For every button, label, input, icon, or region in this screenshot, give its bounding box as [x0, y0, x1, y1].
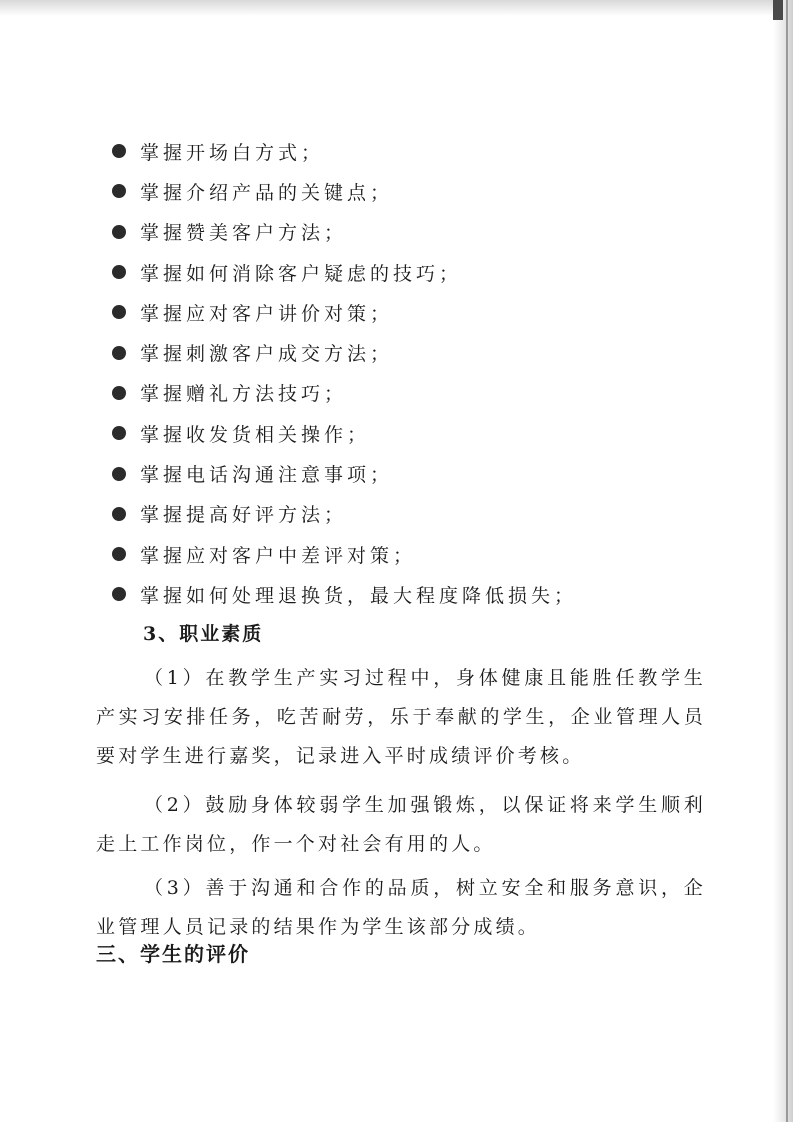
bullet-icon	[112, 386, 126, 400]
list-item-text: 掌握如何消除客户疑虑的技巧；	[140, 262, 463, 285]
list-item-text: 掌握开场白方式；	[140, 141, 325, 164]
list-item-text: 掌握应对客户讲价对策；	[140, 302, 394, 325]
list-item	[112, 131, 577, 171]
list-item	[112, 453, 577, 493]
bullet-icon	[112, 467, 126, 481]
bullet-icon	[112, 426, 126, 440]
bullet-icon	[112, 587, 126, 601]
skills-bullet-list	[112, 131, 577, 615]
subsection-heading: 3、职业素质	[143, 623, 264, 645]
bullet-icon	[112, 346, 126, 360]
bullet-icon	[112, 305, 126, 319]
list-item-text: 掌握提高好评方法；	[140, 504, 348, 527]
list-item	[112, 212, 577, 252]
list-item	[112, 373, 577, 413]
bullet-icon	[112, 507, 126, 521]
list-item-text: 掌握刺激客户成交方法；	[140, 343, 394, 366]
paragraph: （2）鼓励身体较弱学生加强锻炼，以保证将来学生顺利走上工作岗位，作一个对社会有用的人。	[96, 794, 706, 855]
list-item-text: 掌握应对客户中差评对策；	[140, 544, 417, 567]
list-item-text: 掌握赠礼方法技巧；	[140, 383, 348, 406]
list-item-text: 掌握介绍产品的关键点；	[140, 181, 394, 204]
bullet-icon	[112, 547, 126, 561]
list-item	[112, 494, 577, 534]
paragraph: （3）善于沟通和合作的品质，树立安全和服务意识，企业管理人员记录的结果作为学生该部分成绩。	[96, 877, 706, 938]
bullet-icon	[112, 184, 126, 198]
list-item	[112, 292, 577, 332]
list-item-text: 掌握收发货相关操作；	[140, 423, 371, 446]
list-item	[112, 171, 577, 211]
list-item-text: 掌握如何处理退换货，最大程度降低损失；	[140, 584, 578, 607]
list-item	[112, 332, 577, 372]
list-item-text: 掌握赞美客户方法；	[140, 222, 348, 245]
bullet-icon	[112, 265, 126, 279]
bullet-icon	[112, 225, 126, 239]
bullet-icon	[112, 144, 126, 158]
scan-corner-mark	[773, 0, 783, 20]
list-item-text: 掌握电话沟通注意事项；	[140, 464, 394, 487]
list-item	[112, 534, 577, 574]
list-item	[112, 574, 577, 614]
list-item	[112, 413, 577, 453]
list-item	[112, 252, 577, 292]
scan-edge-right	[773, 0, 793, 1122]
scan-edge-top	[0, 0, 793, 16]
paragraph: （1）在教学生产实习过程中，身体健康且能胜任教学生产实习安排任务，吃苦耐劳，乐于奉献的学生，企业管理人员要对学生进行嘉奖，记录进入平时成绩评价考核。	[96, 667, 706, 767]
section-heading: 三、学生的评价	[96, 942, 250, 966]
